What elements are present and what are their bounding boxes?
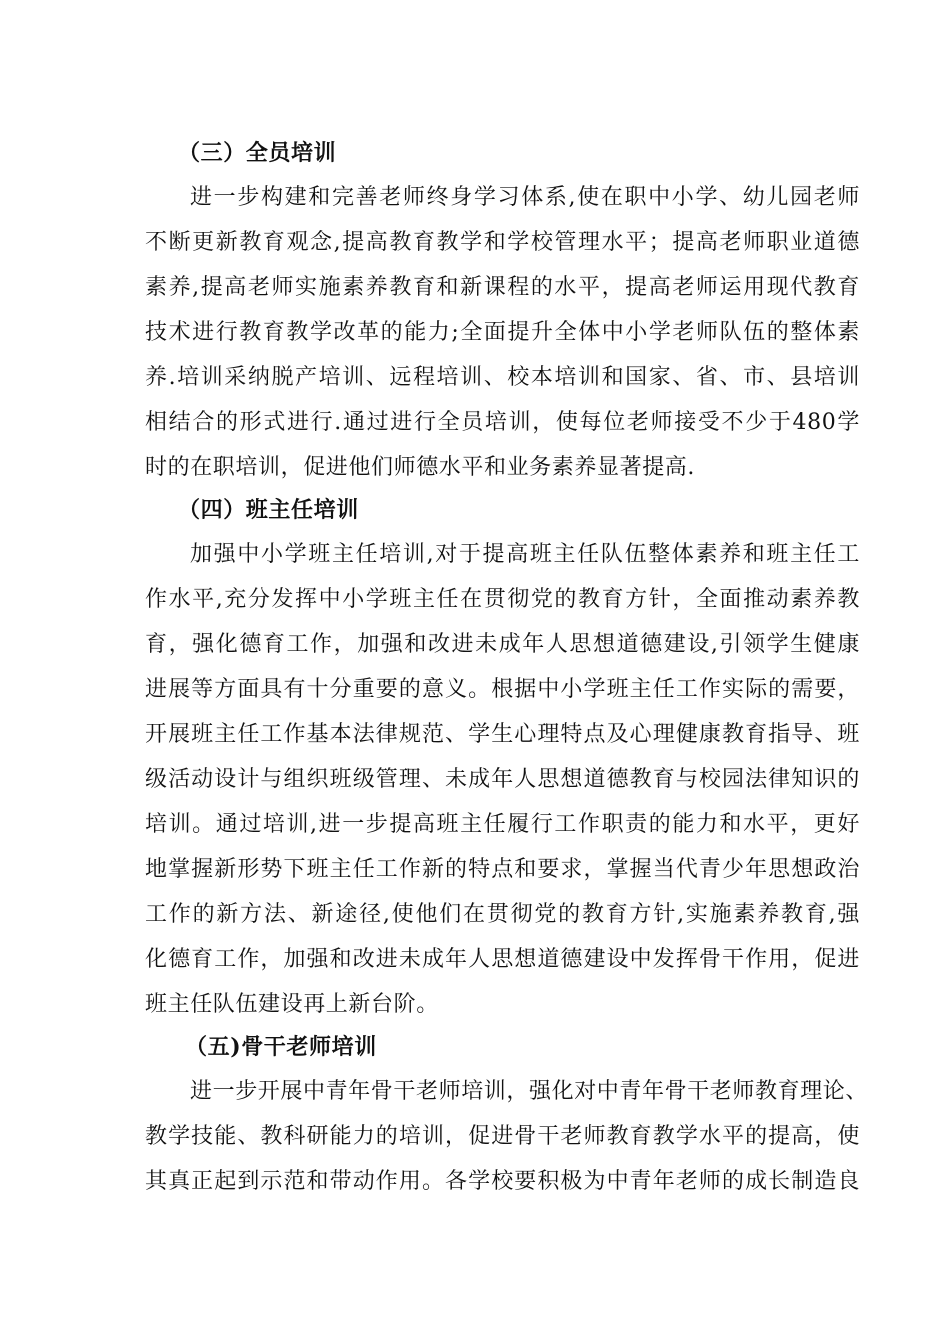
section-heading-5: （五)骨干老师培训 xyxy=(185,1034,377,1060)
paragraph-line: 养.培训采纳脱产培训、远程培训、校本培训和国家、省、市、县培训 xyxy=(145,365,860,390)
paragraph-line: 技术进行教育教学改革的能力;全面提升全体中小学老师队伍的整体素 xyxy=(145,320,860,345)
paragraph-line: 化德育工作，加强和改进未成年人思想道德建设中发挥骨干作用，促进 xyxy=(145,947,860,972)
paragraph-line: 开展班主任工作基本法律规范、学生心理特点及心理健康教育指导、班 xyxy=(145,722,860,747)
paragraph-line: 不断更新教育观念,提高教育教学和学校管理水平；提高老师职业道德 xyxy=(145,230,860,255)
paragraph-line: 进展等方面具有十分重要的意义。根据中小学班主任工作实际的需要， xyxy=(145,677,860,702)
paragraph-line: 教学技能、教科研能力的培训，促进骨干老师教育教学水平的提高，使 xyxy=(145,1124,860,1149)
paragraph-line: 班主任队伍建设再上新台阶。 xyxy=(145,992,439,1017)
paragraph-line: 进一步开展中青年骨干老师培训，强化对中青年骨干老师教育理论、 xyxy=(190,1079,869,1104)
paragraph-line: 时的在职培训，促进他们师德水平和业务素养显著提高. xyxy=(145,455,695,480)
paragraph-line: 素养,提高老师实施素养教育和新课程的水平，提高老师运用现代教育 xyxy=(145,275,860,300)
paragraph-line: 相结合的形式进行.通过进行全员培训，使每位老师接受不少于480学 xyxy=(145,410,860,435)
section-heading-3: （三）全员培训 xyxy=(178,140,337,166)
paragraph-line: 加强中小学班主任培训,对于提高班主任队伍整体素养和班主任工 xyxy=(190,542,860,567)
paragraph-line: 工作的新方法、新途径,使他们在贯彻党的教育方针,实施素养教育,强 xyxy=(145,902,860,927)
paragraph-line: 进一步构建和完善老师终身学习体系,使在职中小学、幼儿园老师 xyxy=(190,185,860,210)
paragraph-line: 作水平,充分发挥中小学班主任在贯彻党的教育方针，全面推动素养教 xyxy=(145,587,860,612)
paragraph-line: 培训。通过培训,进一步提高班主任履行工作职责的能力和水平，更好 xyxy=(145,812,860,837)
paragraph-line: 其真正起到示范和带动作用。各学校要积极为中青年老师的成长制造良 xyxy=(145,1169,860,1194)
section-heading-4: （四）班主任培训 xyxy=(178,497,359,523)
paragraph-line: 级活动设计与组织班级管理、未成年人思想道德教育与校园法律知识的 xyxy=(145,767,860,792)
paragraph-line: 育，强化德育工作，加强和改进未成年人思想道德建设,引领学生健康 xyxy=(145,632,860,657)
paragraph-line: 地掌握新形势下班主任工作新的特点和要求，掌握当代青少年思想政治 xyxy=(145,857,860,882)
